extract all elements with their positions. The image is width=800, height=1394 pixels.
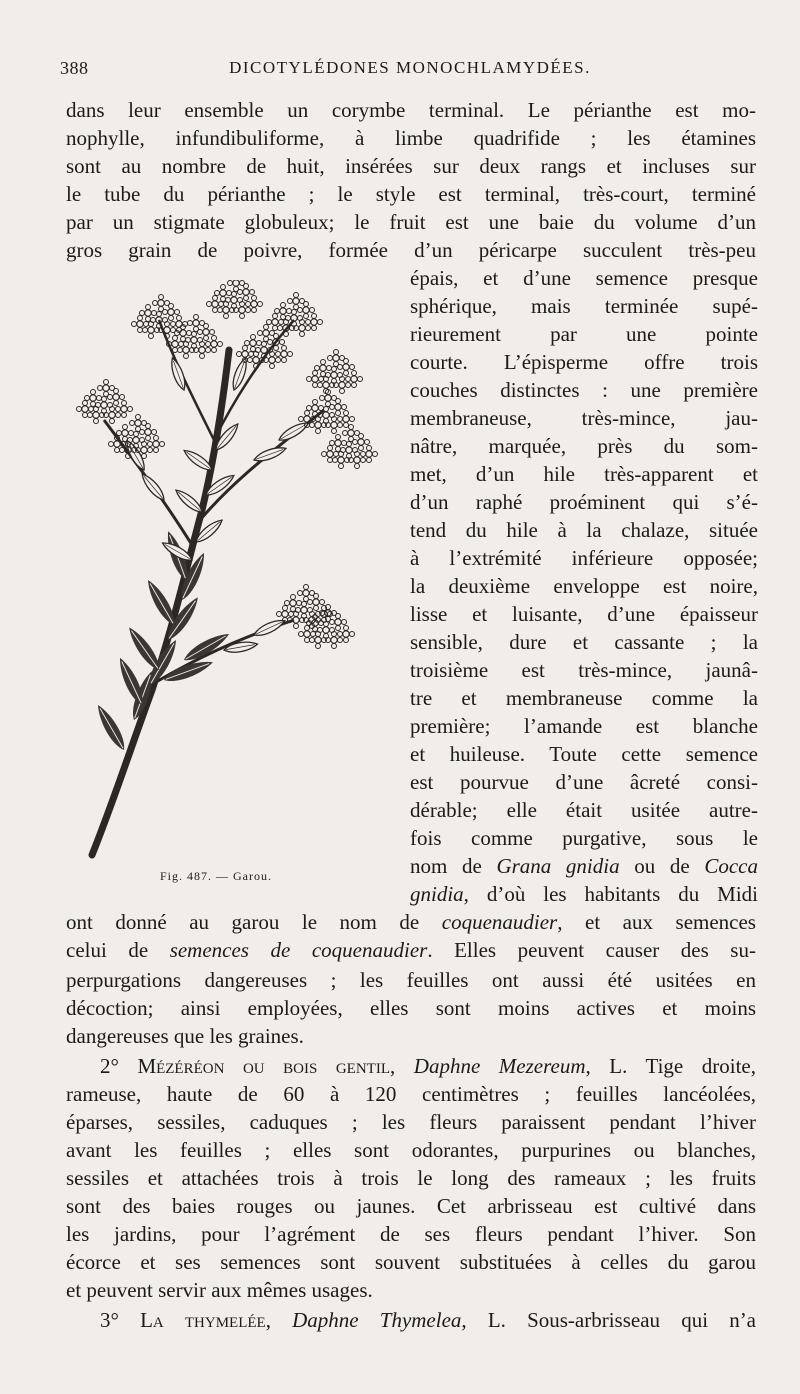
text-line: première; l’amande est blanche (410, 714, 758, 738)
text-line: dangereuses que les graines. (66, 1024, 304, 1048)
item-number: 3° (100, 1308, 141, 1332)
text-line (410, 852, 758, 880)
text-line: met, d’un hile très-apparent et (410, 462, 758, 486)
text-line: dans leur ensemble un corymbe terminal. Le périanthe est mo- (66, 98, 756, 122)
text-line: lisse et luisante, d’une épaisseur (410, 602, 758, 626)
paragraph-2-heading (100, 1052, 756, 1080)
text-line: gros grain de poivre, formée d’un péricarpe succulent très-peu (66, 238, 756, 262)
text-line: sont des baies rouges ou jaunes. Cet arbrisseau est cultivé dans (66, 1194, 756, 1218)
text-line: et huileuse. Toute cette semence (410, 742, 758, 766)
text-line: perpurgations dangereuses ; les feuilles ont aussi été usitées en (66, 968, 756, 992)
figure-caption: Fig. 487. — Garou. (160, 869, 272, 883)
text-run: ont donné au garou le nom de (66, 910, 442, 934)
text-line: à l’extrémité inférieure opposée; (410, 546, 758, 570)
text-line: avant les feuilles ; elles sont odorantes, purpurines ou blanches, (66, 1138, 756, 1162)
text-line: nâtre, marquée, près du som- (410, 434, 758, 458)
text-line: éparses, sessiles, caduques ; les fleurs paraissent pendant l’hiver (66, 1110, 756, 1134)
text-line: épais, et d’une semence presque (410, 266, 758, 290)
text-line: rameuse, haute de 60 à 120 centimètres ; feuilles lancéolées, (66, 1082, 756, 1106)
text-line: et peuvent servir aux mêmes usages. (66, 1278, 373, 1302)
species-latin-name: Daphne Thymelea (292, 1308, 462, 1332)
text-run: , L. Sous-arbrisseau qui n’a (461, 1308, 757, 1332)
text-line: décoction; ainsi employées, elles sont moins actives et moins (66, 996, 756, 1020)
running-title: DICOTYLÉDONES MONOCHLAMYDÉES. (229, 58, 591, 77)
latin-term: gnidia (410, 882, 464, 906)
text-line: nophylle, infundibuliforme, à limbe quadrifide ; les étamines (66, 126, 756, 150)
text-line (66, 936, 756, 964)
text-line: sensible, dure et cassante ; la (410, 630, 758, 654)
text-line: le tube du périanthe ; le style est terminal, très-court, terminé (66, 182, 756, 206)
vernacular-term: coquenaudier (441, 910, 558, 934)
text-line: sessiles et attachées trois à trois le long des rameaux ; les fruits (66, 1166, 756, 1190)
text-line: écorce et ses semences sont souvent substituées à celles du garou (66, 1250, 756, 1274)
page-number: 388 (60, 58, 89, 78)
text-line: fois comme purgative, sous le (410, 826, 758, 850)
text-run: , (265, 1308, 293, 1332)
paragraph-3-heading (100, 1306, 756, 1334)
text-line: les jardins, pour l’agrément de ses fleurs pendant l’hiver. Son (66, 1222, 756, 1246)
text-line: couches distinctes : une première (410, 378, 758, 402)
text-line: membraneuse, très-mince, jau- (410, 406, 758, 430)
species-common-name: La thymelée (140, 1308, 266, 1332)
text-line: sphérique, mais terminée supé- (410, 294, 758, 318)
text-run: nom de (410, 854, 497, 878)
text-line: troisième est très-mince, jaunâ- (410, 658, 758, 682)
text-run: , (390, 1054, 414, 1078)
text-run: ou de (619, 854, 705, 878)
text-line: la deuxième enveloppe est noire, (410, 574, 758, 598)
text-line: rieurement par une pointe (410, 322, 758, 346)
text-run: , L. Tige droite, (585, 1054, 756, 1078)
latin-term: Grana gnidia (496, 854, 620, 878)
latin-term: Cocca (704, 854, 758, 878)
text-line: dérable; elle était usitée autre- (410, 798, 758, 822)
plant-illustration (64, 280, 394, 880)
vernacular-term: semences de coquenaudier (169, 938, 428, 962)
text-line: tre et membraneuse comme la (410, 686, 758, 710)
species-latin-name: Daphne Mezereum (413, 1054, 586, 1078)
text-line: sont au nombre de huit, insérées sur deux rangs et incluses sur (66, 154, 756, 178)
item-number: 2° (100, 1054, 138, 1078)
text-run: . Elles peuvent causer des su- (427, 938, 756, 962)
text-run: , d’où les habitants du Midi (463, 882, 758, 906)
text-run: celui de (66, 938, 170, 962)
text-line (66, 908, 756, 936)
text-line: est pourvue d’une âcreté consi- (410, 770, 758, 794)
text-run: , et aux semences (557, 910, 756, 934)
running-header (60, 58, 760, 82)
text-line: d’un raphé proéminent qui s’é- (410, 490, 758, 514)
text-line: par un stigmate globuleux; le fruit est une baie du volume d’un (66, 210, 756, 234)
text-line (410, 880, 758, 908)
text-line: tend du hile à la chalaze, située (410, 518, 758, 542)
text-line: courte. L’épisperme offre trois (410, 350, 758, 374)
species-common-name: Mézéréon ou bois gentil (137, 1054, 390, 1078)
